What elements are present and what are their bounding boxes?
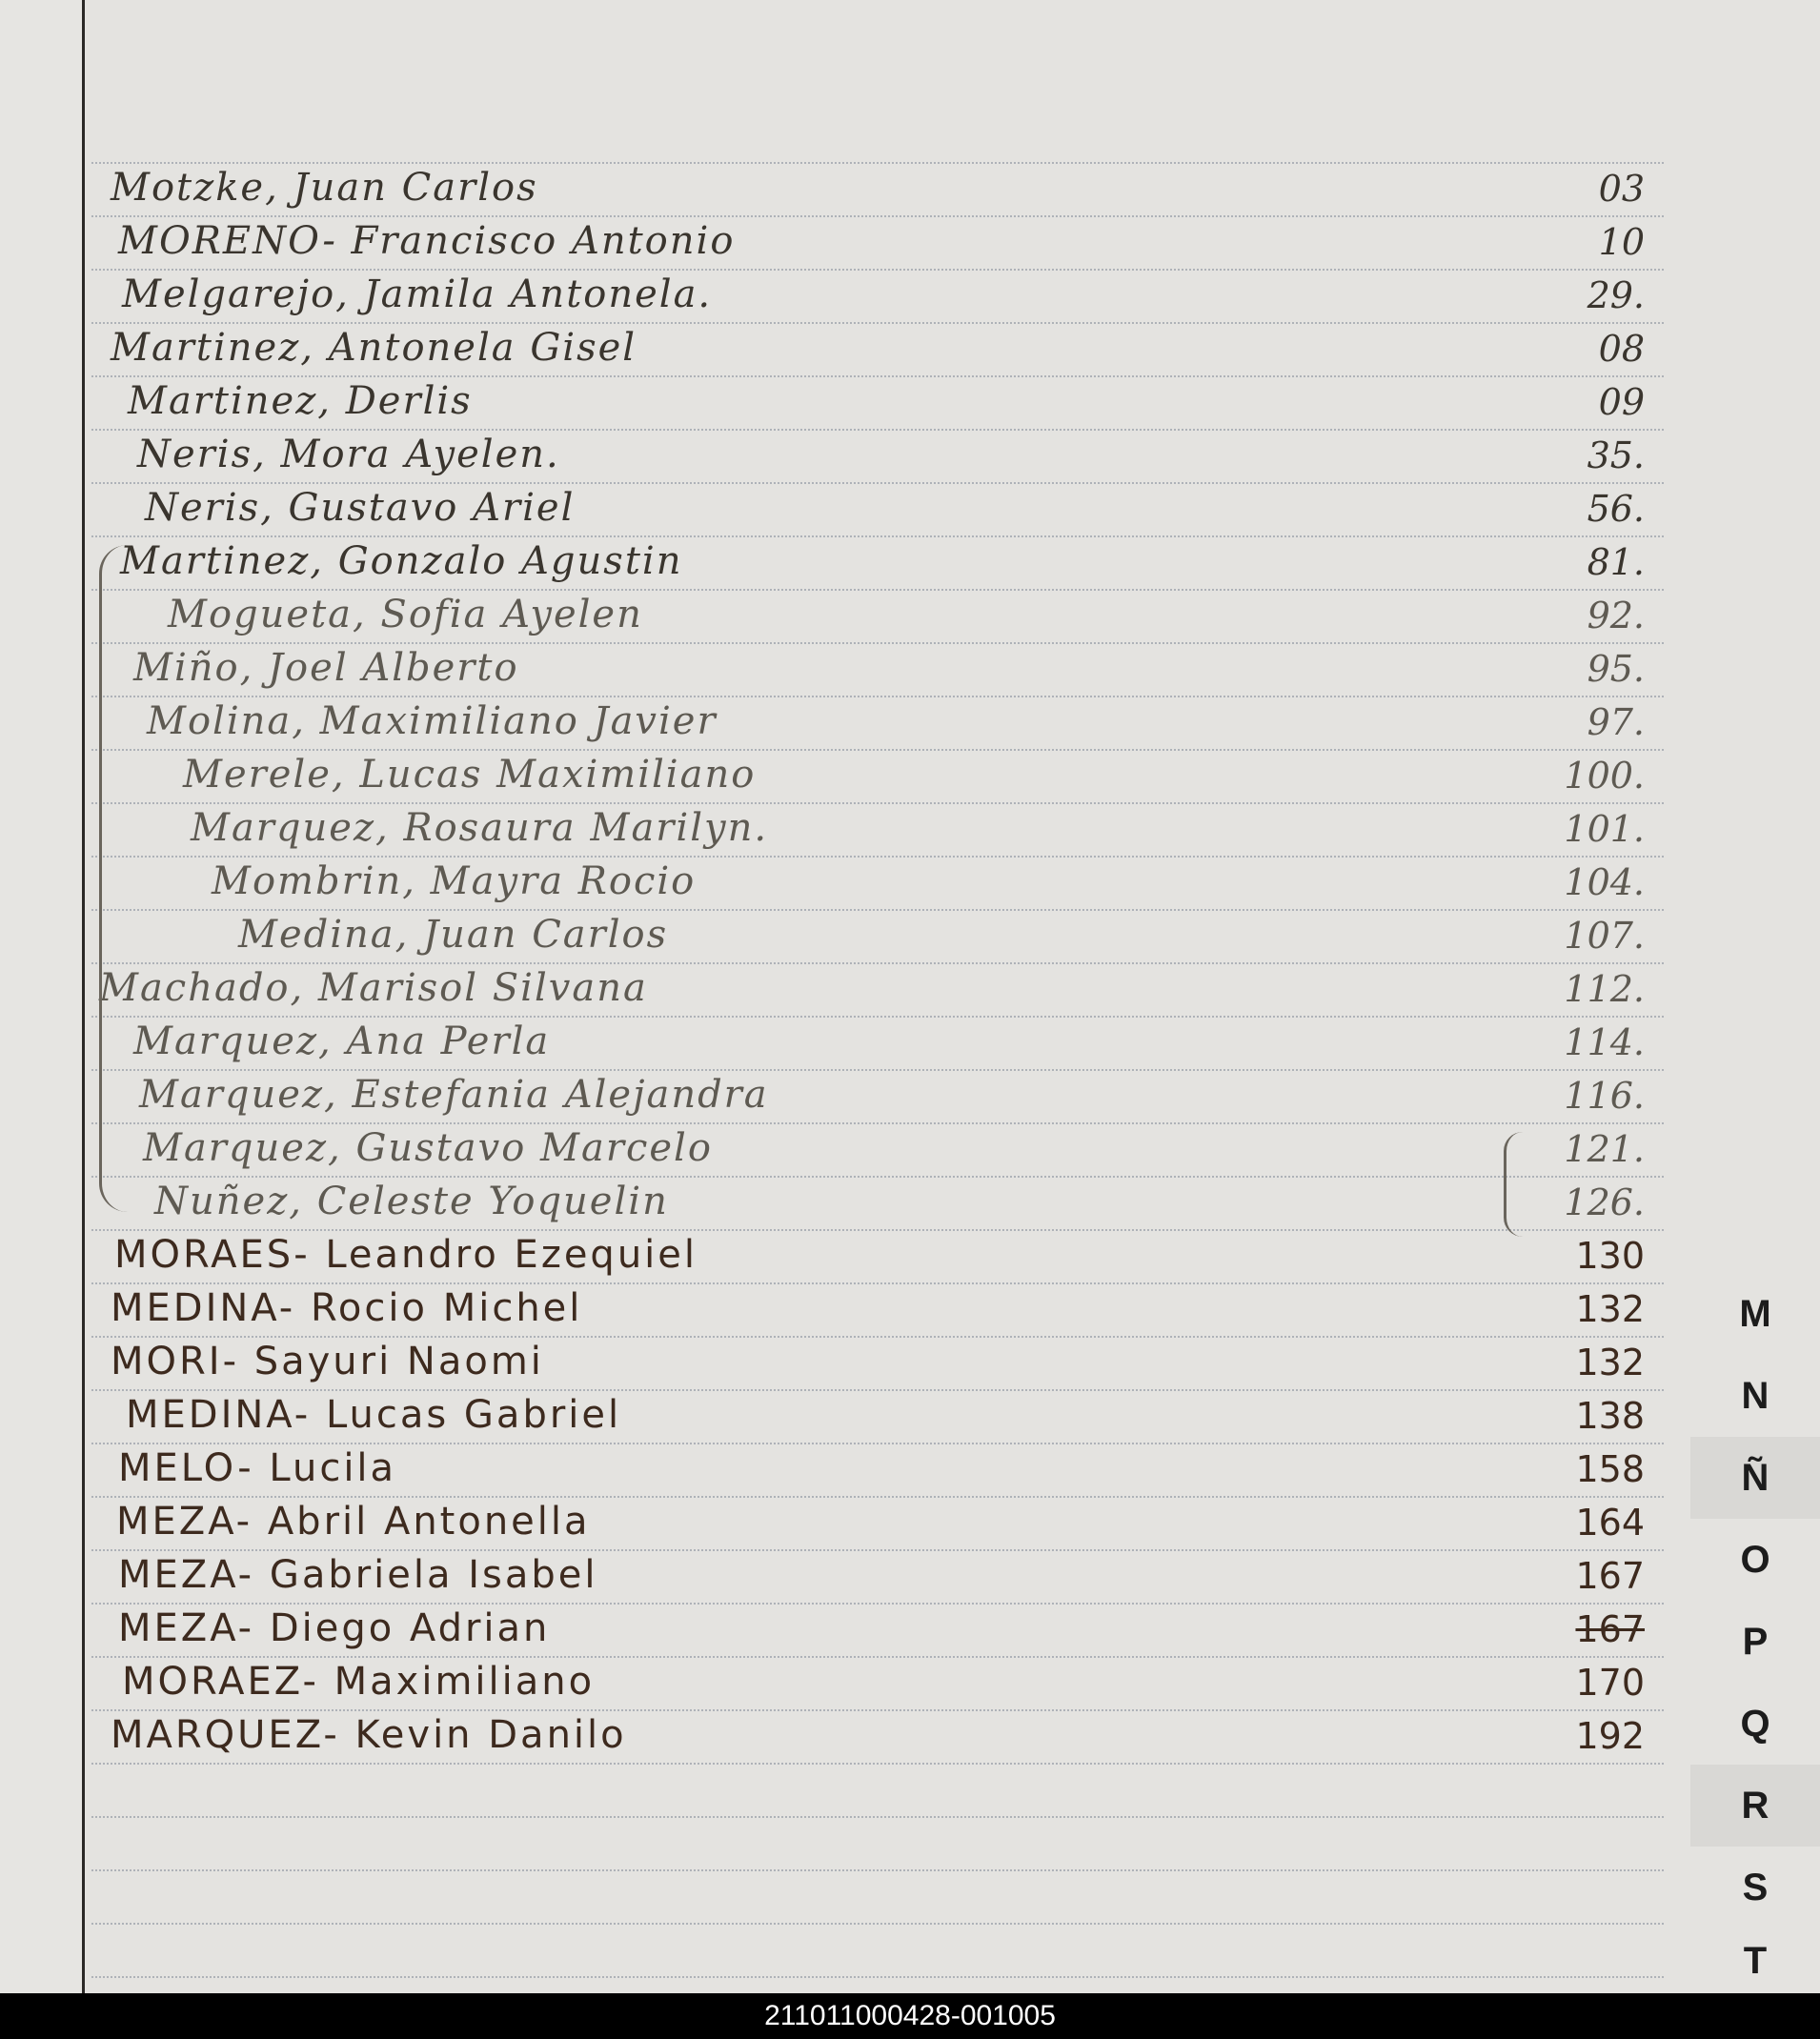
- bracket-stroke: [99, 545, 140, 1212]
- left-margin: [0, 0, 85, 1993]
- entry-name: Nuñez, Celeste Yoquelin: [154, 1180, 669, 1223]
- ledger-entry: [91, 1018, 1664, 1069]
- ledger-entry: [91, 697, 1664, 749]
- entry-name: MEZA- Gabriela Isabel: [118, 1553, 598, 1597]
- ledger-entry: [91, 1124, 1664, 1176]
- ledger-entry: [91, 911, 1664, 962]
- ledger-entry: [91, 1658, 1664, 1709]
- ledger-entry: [91, 1711, 1664, 1763]
- entry-number: 170: [1575, 1662, 1645, 1704]
- ledger-entry: [91, 751, 1664, 802]
- entry-name: MORI- Sayuri Naomi: [111, 1340, 544, 1383]
- index-tab-p[interactable]: P: [1742, 1621, 1769, 1663]
- entry-name: MELO- Lucila: [118, 1446, 397, 1490]
- index-tab-t[interactable]: T: [1743, 1940, 1768, 1982]
- footer-identifier: 211011000428-001005: [0, 1993, 1820, 2039]
- entry-number: 10: [1598, 221, 1645, 263]
- ledger-entry: [91, 591, 1664, 642]
- ledger-entry: [91, 1444, 1664, 1496]
- entry-name: MORENO- Francisco Antonio: [118, 219, 736, 263]
- entry-name: Medina, Juan Carlos: [238, 913, 669, 957]
- entry-name: MEDINA- Rocio Michel: [111, 1286, 583, 1330]
- entry-number: 97.: [1587, 701, 1645, 743]
- entry-name: Melgarejo, Jamila Antonela.: [122, 273, 713, 316]
- entry-name: Mombrin, Mayra Rocio: [212, 859, 697, 903]
- entry-number: 81.: [1587, 541, 1645, 583]
- ledger-entry: [91, 644, 1664, 696]
- ledger-entry: [91, 271, 1664, 322]
- entry-number: 09: [1598, 381, 1645, 423]
- entry-name: Miño, Joel Alberto: [133, 646, 519, 690]
- entry-name: Machado, Marisol Silvana: [99, 966, 648, 1010]
- entry-number: 167: [1575, 1555, 1645, 1597]
- ledger-entry: [91, 1338, 1664, 1389]
- ruled-line: [91, 1976, 1664, 1978]
- index-tab-n[interactable]: N: [1741, 1375, 1769, 1417]
- ledger-entry: [91, 1284, 1664, 1336]
- entry-number: 132: [1575, 1288, 1645, 1330]
- ledger-entry: [91, 1551, 1664, 1603]
- ledger-entry: [91, 324, 1664, 375]
- entry-number: 29.: [1587, 274, 1645, 316]
- entry-number: 138: [1575, 1395, 1645, 1437]
- entry-name: Molina, Maximiliano Javier: [147, 699, 718, 743]
- entry-number: 126.: [1564, 1181, 1645, 1223]
- ledger-entry: [91, 164, 1664, 215]
- ledger-entry: [91, 1071, 1664, 1122]
- entry-name: Mogueta, Sofia Ayelen: [168, 593, 643, 636]
- ledger-entry: [91, 431, 1664, 482]
- ledger-entry: [91, 858, 1664, 909]
- entry-name: MEZA- Abril Antonella: [116, 1500, 591, 1544]
- entry-number: 114.: [1564, 1021, 1645, 1063]
- ruled-line: [91, 1923, 1664, 1925]
- entry-number: 132: [1575, 1342, 1645, 1383]
- entry-name: Marquez, Ana Perla: [133, 1020, 551, 1063]
- ledger-entry: [91, 1605, 1664, 1656]
- entry-name: Marquez, Estefania Alejandra: [139, 1073, 769, 1117]
- entry-number: 104.: [1564, 861, 1645, 903]
- entry-number: 112.: [1564, 968, 1645, 1010]
- entry-name: Motzke, Juan Carlos: [111, 166, 538, 210]
- ledger-entry: [91, 217, 1664, 269]
- ruled-line: [91, 1763, 1664, 1765]
- entry-number: 192: [1575, 1715, 1645, 1757]
- entry-number: 107.: [1564, 915, 1645, 957]
- index-tab-q[interactable]: Q: [1740, 1703, 1770, 1745]
- entry-name: MORAEZ- Maximiliano: [122, 1660, 596, 1704]
- entry-number: 35.: [1587, 434, 1645, 476]
- entry-name: MEDINA- Lucas Gabriel: [126, 1393, 622, 1437]
- entry-name: Merele, Lucas Maximiliano: [183, 753, 757, 797]
- index-tab-r[interactable]: R: [1690, 1765, 1820, 1847]
- entry-name: MEZA- Diego Adrian: [118, 1606, 551, 1650]
- entry-number: 101.: [1564, 808, 1645, 850]
- ledger-entry: [91, 804, 1664, 856]
- ruled-area: [91, 0, 1664, 1993]
- index-tab-enye[interactable]: Ñ: [1690, 1437, 1820, 1519]
- entry-number: 164: [1575, 1502, 1645, 1544]
- entry-name: MORAES- Leandro Ezequiel: [114, 1233, 698, 1277]
- ruled-line: [91, 1816, 1664, 1818]
- entry-number: 158: [1575, 1448, 1645, 1490]
- ledger-entry: [91, 377, 1664, 429]
- entry-number: 100.: [1564, 755, 1645, 797]
- entry-number: 167: [1575, 1608, 1645, 1650]
- entry-name: Neris, Gustavo Ariel: [145, 486, 576, 530]
- entry-number: 56.: [1587, 488, 1645, 530]
- entry-number: 92.: [1587, 595, 1645, 636]
- entry-number: 130: [1575, 1235, 1645, 1277]
- entry-number: 08: [1598, 328, 1645, 370]
- entry-number: 121.: [1564, 1128, 1645, 1170]
- bracket-stroke: [1504, 1132, 1535, 1237]
- entry-name: MARQUEZ- Kevin Danilo: [111, 1713, 627, 1757]
- ruled-line: [91, 1869, 1664, 1871]
- index-tab-o[interactable]: O: [1740, 1539, 1770, 1581]
- alphabet-index-tabs: [1690, 1273, 1820, 1993]
- entry-number: 116.: [1564, 1075, 1645, 1117]
- index-tab-s[interactable]: S: [1742, 1867, 1769, 1908]
- ledger-entry: [91, 484, 1664, 535]
- entry-name: Marquez, Gustavo Marcelo: [143, 1126, 713, 1170]
- entry-name: Martinez, Gonzalo Agustin: [120, 539, 683, 583]
- entry-number: 03: [1598, 168, 1645, 210]
- entry-number: 95.: [1587, 648, 1645, 690]
- entry-name: Martinez, Antonela Gisel: [111, 326, 637, 370]
- ledger-entry: [91, 1391, 1664, 1443]
- ledger-entry: [91, 537, 1664, 589]
- index-tab-m[interactable]: M: [1739, 1293, 1771, 1335]
- entry-name: Marquez, Rosaura Marilyn.: [191, 806, 769, 850]
- entry-name: Neris, Mora Ayelen.: [137, 433, 560, 476]
- ledger-entry: [91, 1178, 1664, 1229]
- ledger-entry: [91, 1498, 1664, 1549]
- ledger-entry: [91, 964, 1664, 1016]
- ledger-entry: [91, 1231, 1664, 1282]
- entry-name: Martinez, Derlis: [128, 379, 473, 423]
